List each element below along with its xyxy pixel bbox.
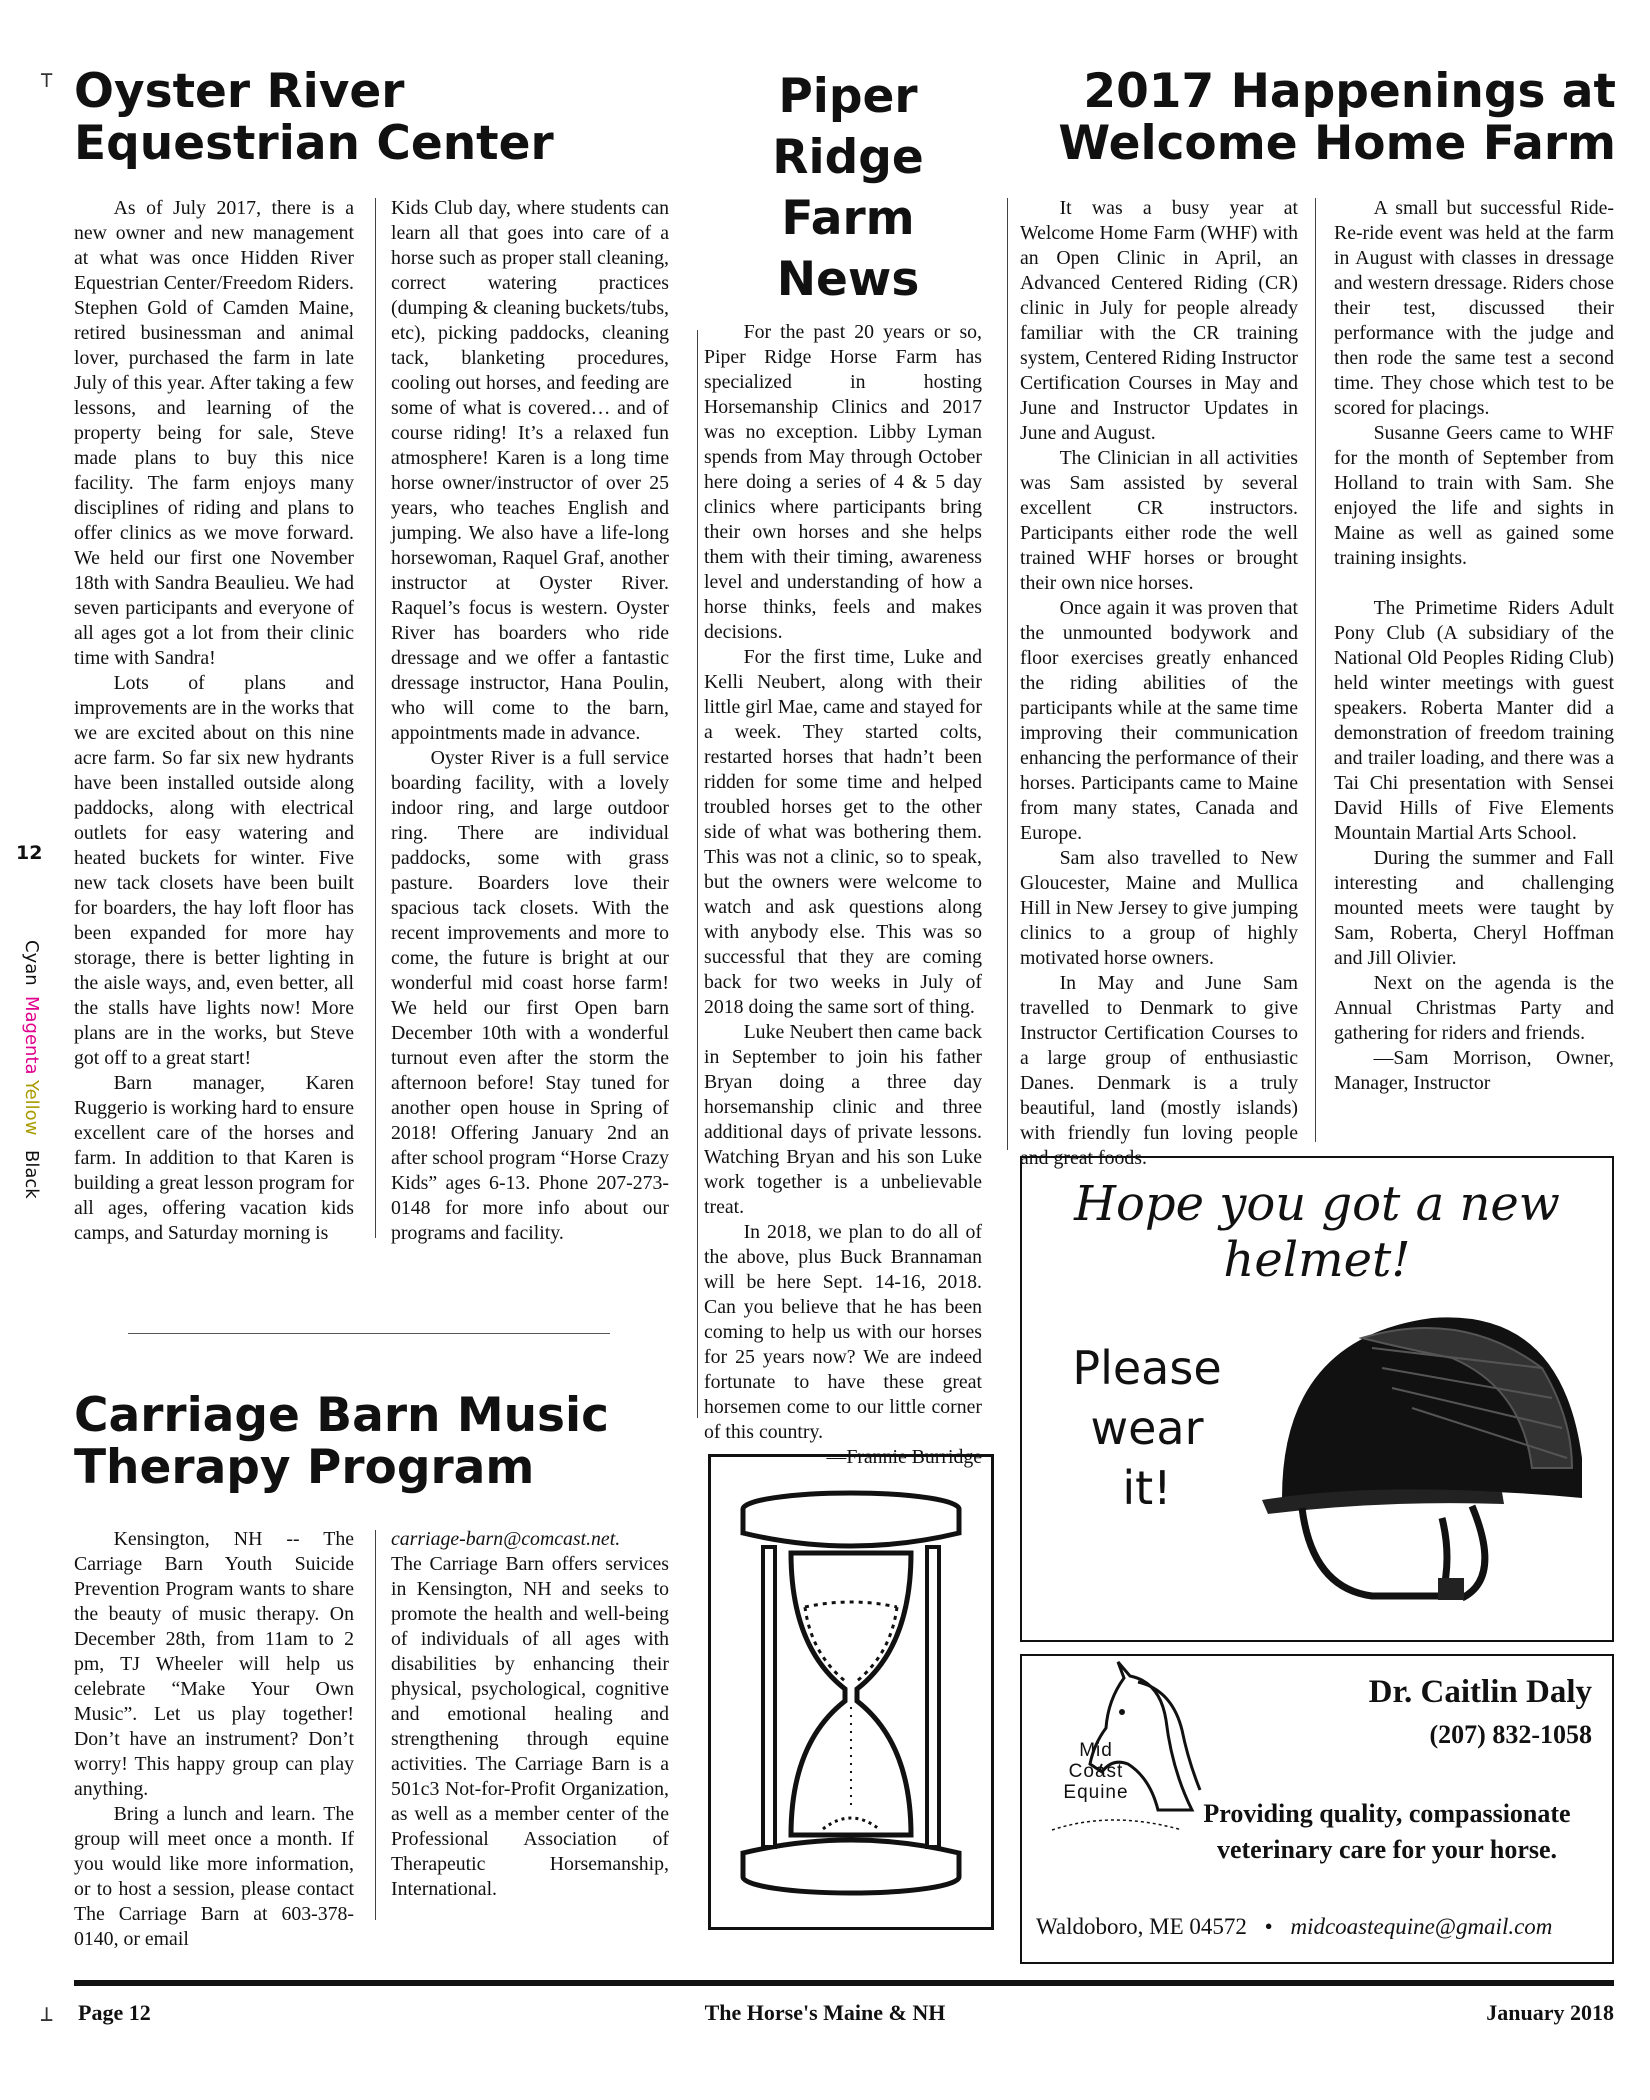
cmyk-magenta: Magenta bbox=[21, 996, 42, 1075]
welcome-title-line2: Welcome Home Farm bbox=[1058, 115, 1616, 171]
carriage-title bbox=[74, 1390, 609, 1493]
carriage-column-1 bbox=[74, 1527, 354, 1952]
welcome-paragraph: The Primetime Riders Adult Pony Club (A subsidiary of the National Old Peoples Riding Club) held winter meetings with guest speakers. Roberta Manter did a demonstration of freedom training and trailer loading, and there was a Tai Chi presentation with Sensei David Hills of Five Elements Mountain Martial Arts School. bbox=[1334, 597, 1614, 844]
piper-title-line: Farm bbox=[781, 191, 915, 246]
footer-rule bbox=[74, 1980, 1614, 1986]
vet-address-line bbox=[1036, 1914, 1552, 1940]
piper-paragraph: Luke Neubert then came back in September to join his father Bryan doing a three day horsemanship clinic and three additional days of private lessons. Watching Bryan and his son Luke work together is a unbelievable treat. bbox=[704, 1021, 982, 1218]
carriage-paragraph: Kensington, NH -- The Carriage Barn Youth Suicide Prevention Program wants to share the beauty of music therapy. On December 28th, from 11am to 2 pm, TJ Wheeler will help us celebrate “Make Your Own Music”. Let us play together! Don’t have an instrument? Don’t worry! This happy group can play anything. bbox=[74, 1528, 354, 1800]
carriage-title-line1: Carriage Barn Music bbox=[74, 1388, 609, 1443]
please-line: Please bbox=[1072, 1341, 1222, 1395]
column-rule bbox=[1315, 198, 1316, 1142]
vet-logo-line: Mid bbox=[1079, 1740, 1113, 1761]
vet-logo-text bbox=[1036, 1740, 1156, 1803]
welcome-title-line1: 2017 Happenings at bbox=[1083, 64, 1616, 119]
helmet-ad-headline: Hope you got a new helmet! bbox=[1074, 1176, 1560, 1288]
piper-paragraph: For the first time, Luke and Kelli Neubert, along with their little girl Mae, came and stayed for a week. They started colts, restarted horses that hadn’t been ridden for some time and helped troubled horses get to the other side of what was bothering them. This was not a clinic, so to speak, but the owners were welcome to watch and ask questions along with anybody else. This was so successful that they are coming back for two weeks in July of 2018 doing the same sort of thing. bbox=[704, 646, 982, 1018]
vet-tagline-line2: veterinary care for your horse. bbox=[1216, 1835, 1558, 1864]
cmyk-black: Black bbox=[21, 1150, 42, 1199]
crop-mark-bottom: ⊥ bbox=[40, 2002, 54, 2027]
oyster-title-line1: Oyster River bbox=[74, 64, 405, 119]
oyster-paragraph: Oyster River is a full service boarding facility, with a lovely indoor ring, and large outdoor ring. There are individual paddocks, some with grass pasture. Boarders love their spacious tack closets. With the recent improvements and more to come, the future is bright at our wonderful mid coast horse farm! We held our first Open barn December 10th with a wonderful turnout even after the storm the afternoon before! Stay tuned for another open house in Spring of 2018! Offering January 2nd an after school program “Horse Crazy Kids” ages 6-13. Phone 207-273-0148 for more info about our programs and facility. bbox=[391, 747, 669, 1244]
welcome-column-1 bbox=[1020, 196, 1298, 1171]
welcome-title bbox=[1030, 66, 1616, 169]
oyster-title-line2: Equestrian Center bbox=[74, 115, 554, 171]
side-page-number: 12 bbox=[16, 842, 43, 864]
oyster-title bbox=[74, 66, 554, 169]
vet-tagline-line1: Providing quality, compassionate bbox=[1203, 1799, 1571, 1828]
oyster-paragraph: Kids Club day, where students can learn all that goes into care of a horse such as proper stall cleaning, correct watering practices (dumping & cleaning buckets/tubs, etc), picking paddocks, cleaning tack, blanketing procedures, cooling out horses, and feeding are some of what is covered… and of course riding! It’s a relaxed fun atmosphere! Karen is a long time horse owner/instructor of over 25 years, who teaches English and jumping. We also have a life-long horsewoman, Raquel Graf, another instructor at Oyster River. Raquel’s focus is western. Oyster River has boarders who ride dressage and we offer a fantastic dressage instructor, Hana Poulin, who will come to the barn, appointments made in advance. bbox=[391, 197, 669, 744]
carriage-email: carriage-barn@comcast.net. bbox=[391, 1528, 621, 1550]
piper-column bbox=[704, 320, 982, 1470]
vet-logo-line: Coast bbox=[1068, 1761, 1124, 1782]
oyster-paragraph: As of July 2017, there is a new owner and new management at what was once Hidden River Equestrian Center/Freedom Riders. Stephen Gold of Camden Maine, retired businessman and animal lover, purchased the farm in late July of this year. After taking a few lessons, and learning of the property being for sale, Steve made plans to buy this nice facility. The farm enjoys many disciplines of riding and plans to offer clinics as we move forward. We held our first one November 18th with Sandra Beaulieu. We had seven participants and everyone of all ages got a lot from their clinic time with Sandra! bbox=[74, 197, 354, 669]
cmyk-marks bbox=[20, 940, 50, 1240]
welcome-paragraph: Susanne Geers came to WHF for the month of September from Holland to train with Sam. She enjoyed the life and sights in Maine as well as gained some training insights. bbox=[1334, 422, 1614, 569]
crop-mark-top: ⊤ bbox=[40, 68, 54, 93]
column-rule bbox=[697, 330, 698, 1418]
oyster-column-1 bbox=[74, 196, 354, 1246]
piper-paragraph: In 2018, we plan to do all of the above, plus Buck Brannaman will be here Sept. 14-16, 2018. Can you believe that he has been coming to help us with our horses for 25 years now? We are indeed fortunate to have these great horsemen come to our little corner of this country. bbox=[704, 1221, 982, 1443]
oyster-paragraph: Lots of plans and improvements are in the works that we are excited about on this nine acre farm. So far six new hydrants have been installed outside along paddocks, along with electrical outlets for easy watering and heated buckets for winter. Five new tack closets have been built for boarders, the hay loft floor has been expanded for more hay storage, there is better lighting in the aisle ways, and, even better, all the stalls have lights now! More plans are in the works, but Steve got off to a great start! bbox=[74, 672, 354, 1069]
piper-paragraph: For the past 20 years or so, Piper Ridge Horse Farm has specialized in hosting Horsemanship Clinics and 2017 was no exception. Libby Lyman spends from May through October here doing a series of 4 & 5 day clinics where participants bring their own horses and she helps them with their timing, awareness level and understanding of how a horse thinks, feels and makes decisions. bbox=[704, 321, 982, 643]
footer-page: Page 12 bbox=[78, 2000, 151, 2025]
welcome-paragraph: A small but successful Ride-Re-ride event was held at the farm in August with classes in dressage and western dressage. Riders chose their test, discussed their performance with the judge and then rode the same test a second time. They chose which test to be scored for placings. bbox=[1334, 197, 1614, 419]
welcome-signature: —Sam Morrison, Owner, Manager, Instructor bbox=[1334, 1047, 1614, 1094]
piper-signature: —Frannie Burridge bbox=[826, 1446, 982, 1468]
welcome-paragraph: Once again it was proven that the unmounted bodywork and floor exercises greatly enhanced the riding abilities of the participants while at the same time improving their communication enhancing the performance of their horses. Participants came to Maine from many states, Canada and Europe. bbox=[1020, 597, 1298, 844]
cmyk-cyan: Cyan bbox=[21, 940, 42, 986]
vet-phone: (207) 832-1058 bbox=[1429, 1720, 1592, 1749]
piper-title-line: Piper bbox=[778, 69, 918, 124]
helmet-ad-please bbox=[1062, 1338, 1232, 1518]
carriage-paragraph: The Carriage Barn offers services in Kensington, NH and seeks to promote the health and well-being of individuals of all ages with disabilities by enhancing their physical, psychological, cognitive and emotional healing and strengthening through equine activities. The Carriage Barn is a 501c3 Not-for-Profit Organization, as well as a member center of the Professional Association of Therapeutic Horsemanship, International. bbox=[391, 1553, 669, 1900]
carriage-column-2 bbox=[391, 1527, 669, 1902]
carriage-paragraph: Bring a lunch and learn. The group will meet once a month. If you would like more information, or to host a session, please contact The Carriage Barn at 603-378-0140, or email bbox=[74, 1803, 354, 1950]
vet-tagline bbox=[1172, 1796, 1602, 1868]
please-line: wear bbox=[1090, 1401, 1204, 1455]
piper-title bbox=[700, 66, 996, 310]
vet-logo-line: Equine bbox=[1063, 1782, 1129, 1803]
welcome-paragraph: In May and June Sam travelled to Denmark to give Instructor Certification Courses to a large group of enthusiastic Danes. Denmark is a truly beautiful, land (mostly islands) with friendly fun loving people and great foods. bbox=[1020, 972, 1298, 1169]
hourglass-icon bbox=[711, 1457, 991, 1927]
footer-publication: The Horse's Maine & NH bbox=[704, 2000, 946, 2025]
footer-date: January 2018 bbox=[1486, 2000, 1614, 2025]
piper-title-line: Ridge bbox=[772, 130, 924, 185]
oyster-paragraph: Barn manager, Karen Ruggerio is working hard to ensure excellent care of the horses and farm. In addition to that Karen is building a great lesson program for all ages, offering vacation kids camps, and Saturday morning is bbox=[74, 1072, 354, 1244]
vet-name: Dr. Caitlin Daly bbox=[1368, 1674, 1592, 1710]
welcome-paragraph: Sam also travelled to New Gloucester, Maine and Mullica Hill in New Jersey to give jumping clinics to a group of highly motivated horse owners. bbox=[1020, 847, 1298, 969]
section-divider bbox=[128, 1333, 610, 1334]
column-rule bbox=[375, 198, 376, 1238]
column-rule bbox=[375, 1530, 376, 1920]
column-rule bbox=[1007, 198, 1008, 1150]
welcome-paragraph: The Clinician in all activities was Sam assisted by several excellent CR instructors. Participants either rode the well trained WHF horses or brought their own nice horses. bbox=[1020, 447, 1298, 594]
piper-title-line: News bbox=[776, 252, 920, 307]
bullet-icon: • bbox=[1264, 1914, 1273, 1939]
riding-helmet-icon bbox=[1242, 1258, 1602, 1618]
welcome-paragraph: It was a busy year at Welcome Home Farm (WHF) with an Open Clinic in April, an Advanced Centered Riding (CR) clinic in July for people already familiar with the CR training system, Centered Riding Instructor Certification Courses in May and June and Instructor Updates in June and August. bbox=[1020, 197, 1298, 444]
oyster-column-2 bbox=[391, 196, 669, 1246]
welcome-paragraph: During the summer and Fall interesting and challenging mounted meets were taught by Sam, Roberta, Cheryl Hoffman and Jill Olivier. bbox=[1334, 847, 1614, 969]
helmet-ad bbox=[1020, 1156, 1614, 1642]
hourglass-illustration bbox=[708, 1454, 994, 1930]
cmyk-yellow: Yellow bbox=[21, 1080, 42, 1136]
vet-ad bbox=[1020, 1654, 1614, 1964]
vet-email[interactable]: midcoastequine@gmail.com bbox=[1290, 1914, 1553, 1939]
welcome-paragraph: Next on the agenda is the Annual Christmas Party and gathering for riders and friends. bbox=[1334, 972, 1614, 1044]
please-line: it! bbox=[1122, 1461, 1172, 1515]
welcome-column-2 bbox=[1334, 196, 1614, 1096]
carriage-title-line2: Therapy Program bbox=[74, 1439, 535, 1495]
vet-address: Waldoboro, ME 04572 bbox=[1036, 1914, 1247, 1939]
